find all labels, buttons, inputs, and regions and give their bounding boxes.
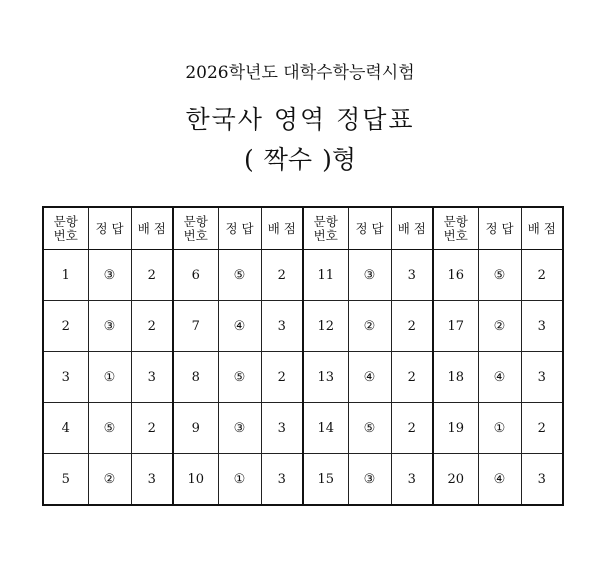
points-cell: 2	[391, 301, 433, 352]
header-number	[433, 207, 478, 250]
question-number: 12	[303, 301, 348, 352]
answer-cell: ⑤	[218, 250, 261, 301]
points-cell: 3	[521, 454, 563, 506]
question-number: 15	[303, 454, 348, 506]
header-number-line2: 번호	[53, 227, 78, 243]
points-cell: 2	[261, 250, 303, 301]
question-number: 13	[303, 352, 348, 403]
table-row	[43, 454, 563, 506]
answer-cell: ④	[348, 352, 391, 403]
answer-cell: ④	[218, 301, 261, 352]
exam-title: 2026학년도 대학수학능력시험	[185, 63, 415, 83]
points-cell: 3	[131, 454, 173, 506]
question-number: 2	[43, 301, 88, 352]
points-cell: 3	[521, 352, 563, 403]
points-cell: 3	[261, 454, 303, 506]
header-number-line2: 번호	[183, 227, 208, 243]
answer-cell: ⑤	[478, 250, 521, 301]
question-number: 16	[433, 250, 478, 301]
header-number-line2: 번호	[313, 227, 338, 243]
question-number: 3	[43, 352, 88, 403]
type-open-paren: (	[244, 145, 254, 174]
question-number: 5	[43, 454, 88, 506]
question-number: 6	[173, 250, 218, 301]
header-points: 배 점	[261, 207, 303, 250]
answer-cell: ③	[88, 301, 131, 352]
points-cell: 3	[261, 403, 303, 454]
answer-table	[42, 206, 564, 506]
answer-table-body	[43, 207, 563, 505]
table-row	[43, 352, 563, 403]
points-cell: 2	[131, 403, 173, 454]
header-answer: 정 답	[88, 207, 131, 250]
answer-cell: ④	[478, 454, 521, 506]
answer-cell: ④	[478, 352, 521, 403]
question-number: 14	[303, 403, 348, 454]
header-answer: 정 답	[348, 207, 391, 250]
question-number: 7	[173, 301, 218, 352]
points-cell: 3	[391, 454, 433, 506]
header-points: 배 점	[391, 207, 433, 250]
points-cell: 2	[261, 352, 303, 403]
question-number: 17	[433, 301, 478, 352]
header-number-line1: 문항	[183, 213, 208, 229]
header-number-line1: 문항	[443, 213, 468, 229]
question-number: 18	[433, 352, 478, 403]
points-cell: 2	[131, 250, 173, 301]
subject-title: 한국사 영역 정답표	[185, 105, 415, 134]
points-cell: 3	[131, 352, 173, 403]
header-number-line1: 문항	[53, 213, 78, 229]
answer-cell: ③	[348, 250, 391, 301]
header-answer: 정 답	[478, 207, 521, 250]
answer-cell: ⑤	[218, 352, 261, 403]
question-number: 1	[43, 250, 88, 301]
answer-cell: ①	[218, 454, 261, 506]
header-row	[43, 207, 563, 250]
points-cell: 2	[521, 403, 563, 454]
answer-cell: ⑤	[348, 403, 391, 454]
header-number	[303, 207, 348, 250]
question-number: 8	[173, 352, 218, 403]
points-cell: 2	[521, 250, 563, 301]
answer-cell: ③	[348, 454, 391, 506]
header-points: 배 점	[521, 207, 563, 250]
header-number-line2: 번호	[443, 227, 468, 243]
answer-cell: ②	[348, 301, 391, 352]
answer-cell: ①	[478, 403, 521, 454]
answer-cell: ②	[478, 301, 521, 352]
points-cell: 3	[261, 301, 303, 352]
header-number-line1: 문항	[313, 213, 338, 229]
table-row	[43, 301, 563, 352]
answer-cell: ①	[88, 352, 131, 403]
question-number: 19	[433, 403, 478, 454]
points-cell: 2	[391, 403, 433, 454]
question-number: 9	[173, 403, 218, 454]
question-number: 20	[433, 454, 478, 506]
points-cell: 3	[391, 250, 433, 301]
table-row	[43, 250, 563, 301]
header-number	[173, 207, 218, 250]
table-row	[43, 403, 563, 454]
answer-cell: ③	[218, 403, 261, 454]
header-answer: 정 답	[218, 207, 261, 250]
answer-cell: ②	[88, 454, 131, 506]
points-cell: 3	[521, 301, 563, 352]
type-close-paren: )형	[322, 145, 356, 174]
header-points: 배 점	[131, 207, 173, 250]
points-cell: 2	[391, 352, 433, 403]
exam-type	[0, 140, 600, 176]
type-name: 짝수	[263, 145, 313, 174]
header-number	[43, 207, 88, 250]
answer-cell: ⑤	[88, 403, 131, 454]
points-cell: 2	[131, 301, 173, 352]
question-number: 4	[43, 403, 88, 454]
answer-cell: ③	[88, 250, 131, 301]
question-number: 11	[303, 250, 348, 301]
question-number: 10	[173, 454, 218, 506]
